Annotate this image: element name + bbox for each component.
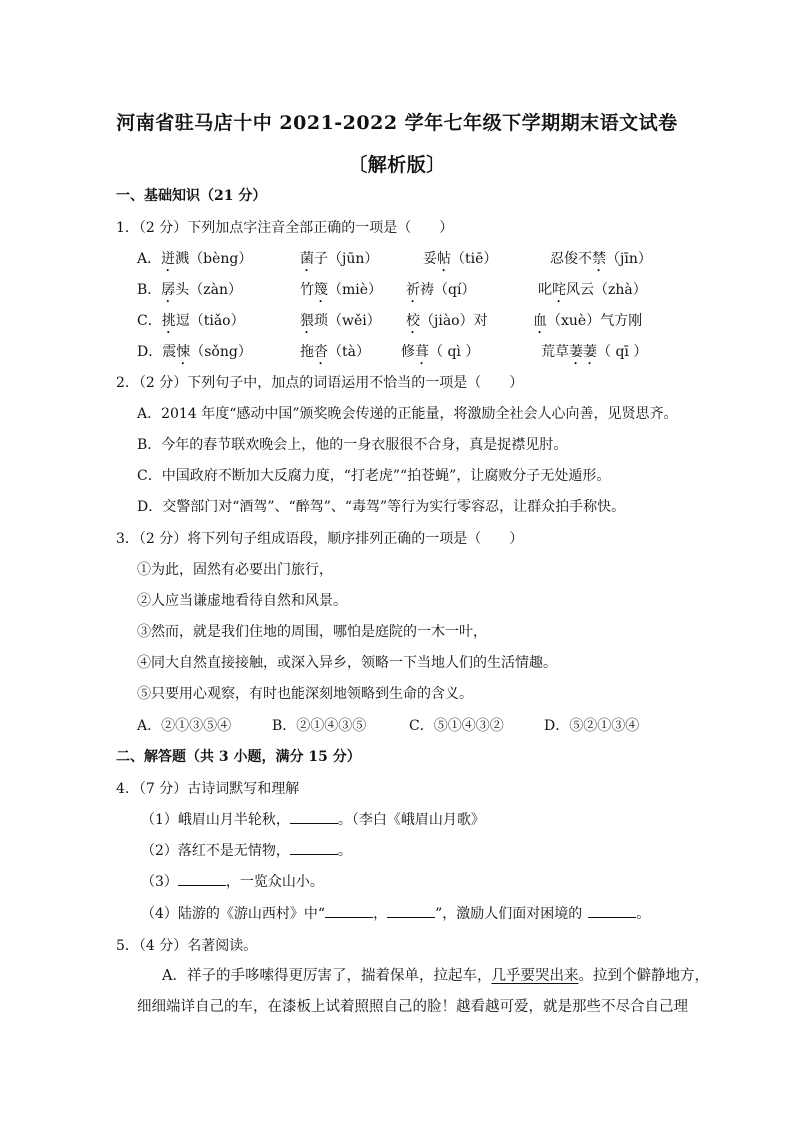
q3-choice-c: C．⑤①④③② xyxy=(409,718,504,734)
q4-item-1-suffix: 。（李白《峨眉山月歌》 xyxy=(337,812,485,828)
q4-item-2 xyxy=(141,842,352,860)
document-subtitle: 〔解析版〕 xyxy=(348,154,446,176)
q1-a-4: 忍俊不禁（jīn） xyxy=(550,251,652,267)
q4-item-4-end: 。 xyxy=(636,906,651,922)
q3-sentence-1: ①为此，固然有必要出门旅行， xyxy=(137,562,333,578)
q5-passage-line-1 xyxy=(162,967,709,985)
section-1-heading: 一、基础知识（21 分） xyxy=(116,188,267,204)
q1-d-4: 荒草萋萋（ qī ） xyxy=(541,344,648,360)
q1-b-2: 竹篾（miè） xyxy=(300,282,383,298)
q1-d-1: D．震悚（sǒng） xyxy=(137,344,252,360)
q1-c-1: C．挑逗（tiǎo） xyxy=(137,313,245,329)
q4-stem: 4．（7 分）古诗词默写和理解 xyxy=(116,781,300,797)
q1-c-4: 血（xuè）气方刚 xyxy=(533,313,643,329)
q2-option-b: B．今年的春节联欢晚会上，他的一身衣服很不合身，真是捉襟见肘。 xyxy=(137,437,568,453)
q4-item-4-mid: ， xyxy=(373,906,388,922)
answer-blank[interactable] xyxy=(290,842,338,855)
q3-stem: 3．（2 分）将下列句子组成语段，顺序排列正确的一项是（ ） xyxy=(116,531,524,547)
answer-blank[interactable] xyxy=(290,811,338,824)
q5-stem: 5．（4 分）名著阅读。 xyxy=(116,938,258,954)
q4-item-2-prefix: （2）落红不是无情物， xyxy=(141,843,290,859)
q3-sentence-4: ④同大自然直接接触，或深入异乡，领略一下当地人们的生活情趣。 xyxy=(137,655,557,671)
q1-b-4: 叱咤风云（zhà） xyxy=(538,282,647,298)
q1-stem: 1．（2 分）下列加点字注音全部正确的一项是（ ） xyxy=(116,220,454,236)
q1-b-1: B．孱头（zàn） xyxy=(137,282,243,298)
answer-blank[interactable] xyxy=(325,905,373,918)
q3-sentence-3: ③然而，就是我们住地的周围，哪怕是庭院的一木一叶， xyxy=(137,624,487,640)
q4-item-1-prefix: （1）峨眉山月半轮秋， xyxy=(141,812,290,828)
q2-stem: 2．（2 分）下列句子中，加点的词语运用不恰当的一项是（ ） xyxy=(116,375,524,391)
q3-choice-b: B．②①④③⑤ xyxy=(272,718,367,734)
q5-passage-text: A．祥子的手哆嗦得更厉害了，揣着保单，拉起车， xyxy=(162,968,492,984)
q1-d-3: 修葺（ qì ） xyxy=(401,344,480,360)
q3-sentence-5: ⑤只要用心观察，有时也能深刻地领略到生命的含义。 xyxy=(137,686,473,702)
answer-blank[interactable] xyxy=(387,905,435,918)
q1-a-3: 妥帖（tiē） xyxy=(423,251,498,267)
q5-passage-text: 。拉到个僻静地方， xyxy=(578,968,709,984)
q4-item-4 xyxy=(141,905,650,923)
q4-item-3 xyxy=(141,873,324,891)
q2-option-d: D．交警部门对“酒驾”、“醉驾”、“毒驾”等行为实行零容忍，让群众拍手称快。 xyxy=(137,499,626,515)
document-title: 河南省驻马店十中 2021-2022 学年七年级下学期期末语文试卷 xyxy=(116,112,678,134)
q3-choice-a: A．②①③⑤④ xyxy=(137,718,232,734)
q4-item-4-prefix: （4）陆游的《游山西村》中“ xyxy=(141,906,326,922)
q4-item-1 xyxy=(141,811,485,829)
q1-a-2: 菌子（jūn） xyxy=(300,251,379,267)
q4-item-3-suffix: ，一览众山小。 xyxy=(225,874,324,890)
underlined-phrase: 几乎要哭出来 xyxy=(491,968,579,984)
q4-item-4-suffix: ”，激励人们面对困境的 xyxy=(435,906,583,922)
section-2-heading: 二、解答题（共 3 小题，满分 15 分） xyxy=(116,749,361,765)
answer-blank[interactable] xyxy=(178,873,226,886)
q1-c-3: 校（jiào）对 xyxy=(406,313,488,329)
q4-item-2-suffix: 。 xyxy=(337,843,352,859)
q1-d-2: 拖沓（tà） xyxy=(300,344,370,360)
q1-a-1: A．迸溅（bèng） xyxy=(137,251,253,267)
q5-passage-line-2: 细细端详自己的车，在漆板上试着照照自己的脸！越看越可爱，就是那些不尽合自己理 xyxy=(137,999,688,1015)
answer-blank[interactable] xyxy=(588,905,636,918)
q4-item-3-prefix: （3） xyxy=(141,874,178,890)
q2-option-a: A．2014 年度“感动中国”颁奖晚会传递的正能量，将激励全社会人心向善，见贤思齐。 xyxy=(137,406,678,422)
q3-sentence-2: ②人应当谦虚地看待自然和风景。 xyxy=(137,593,347,609)
q1-b-3: 祈祷（qí） xyxy=(406,282,476,298)
q2-option-c: C．中国政府不断加大反腐力度，“打老虎”“拍苍蝇”，让腐败分子无处遁形。 xyxy=(137,468,611,484)
q1-c-2: 猥琐（wěi） xyxy=(300,313,381,329)
q3-choice-d: D．⑤②①③④ xyxy=(544,718,640,734)
